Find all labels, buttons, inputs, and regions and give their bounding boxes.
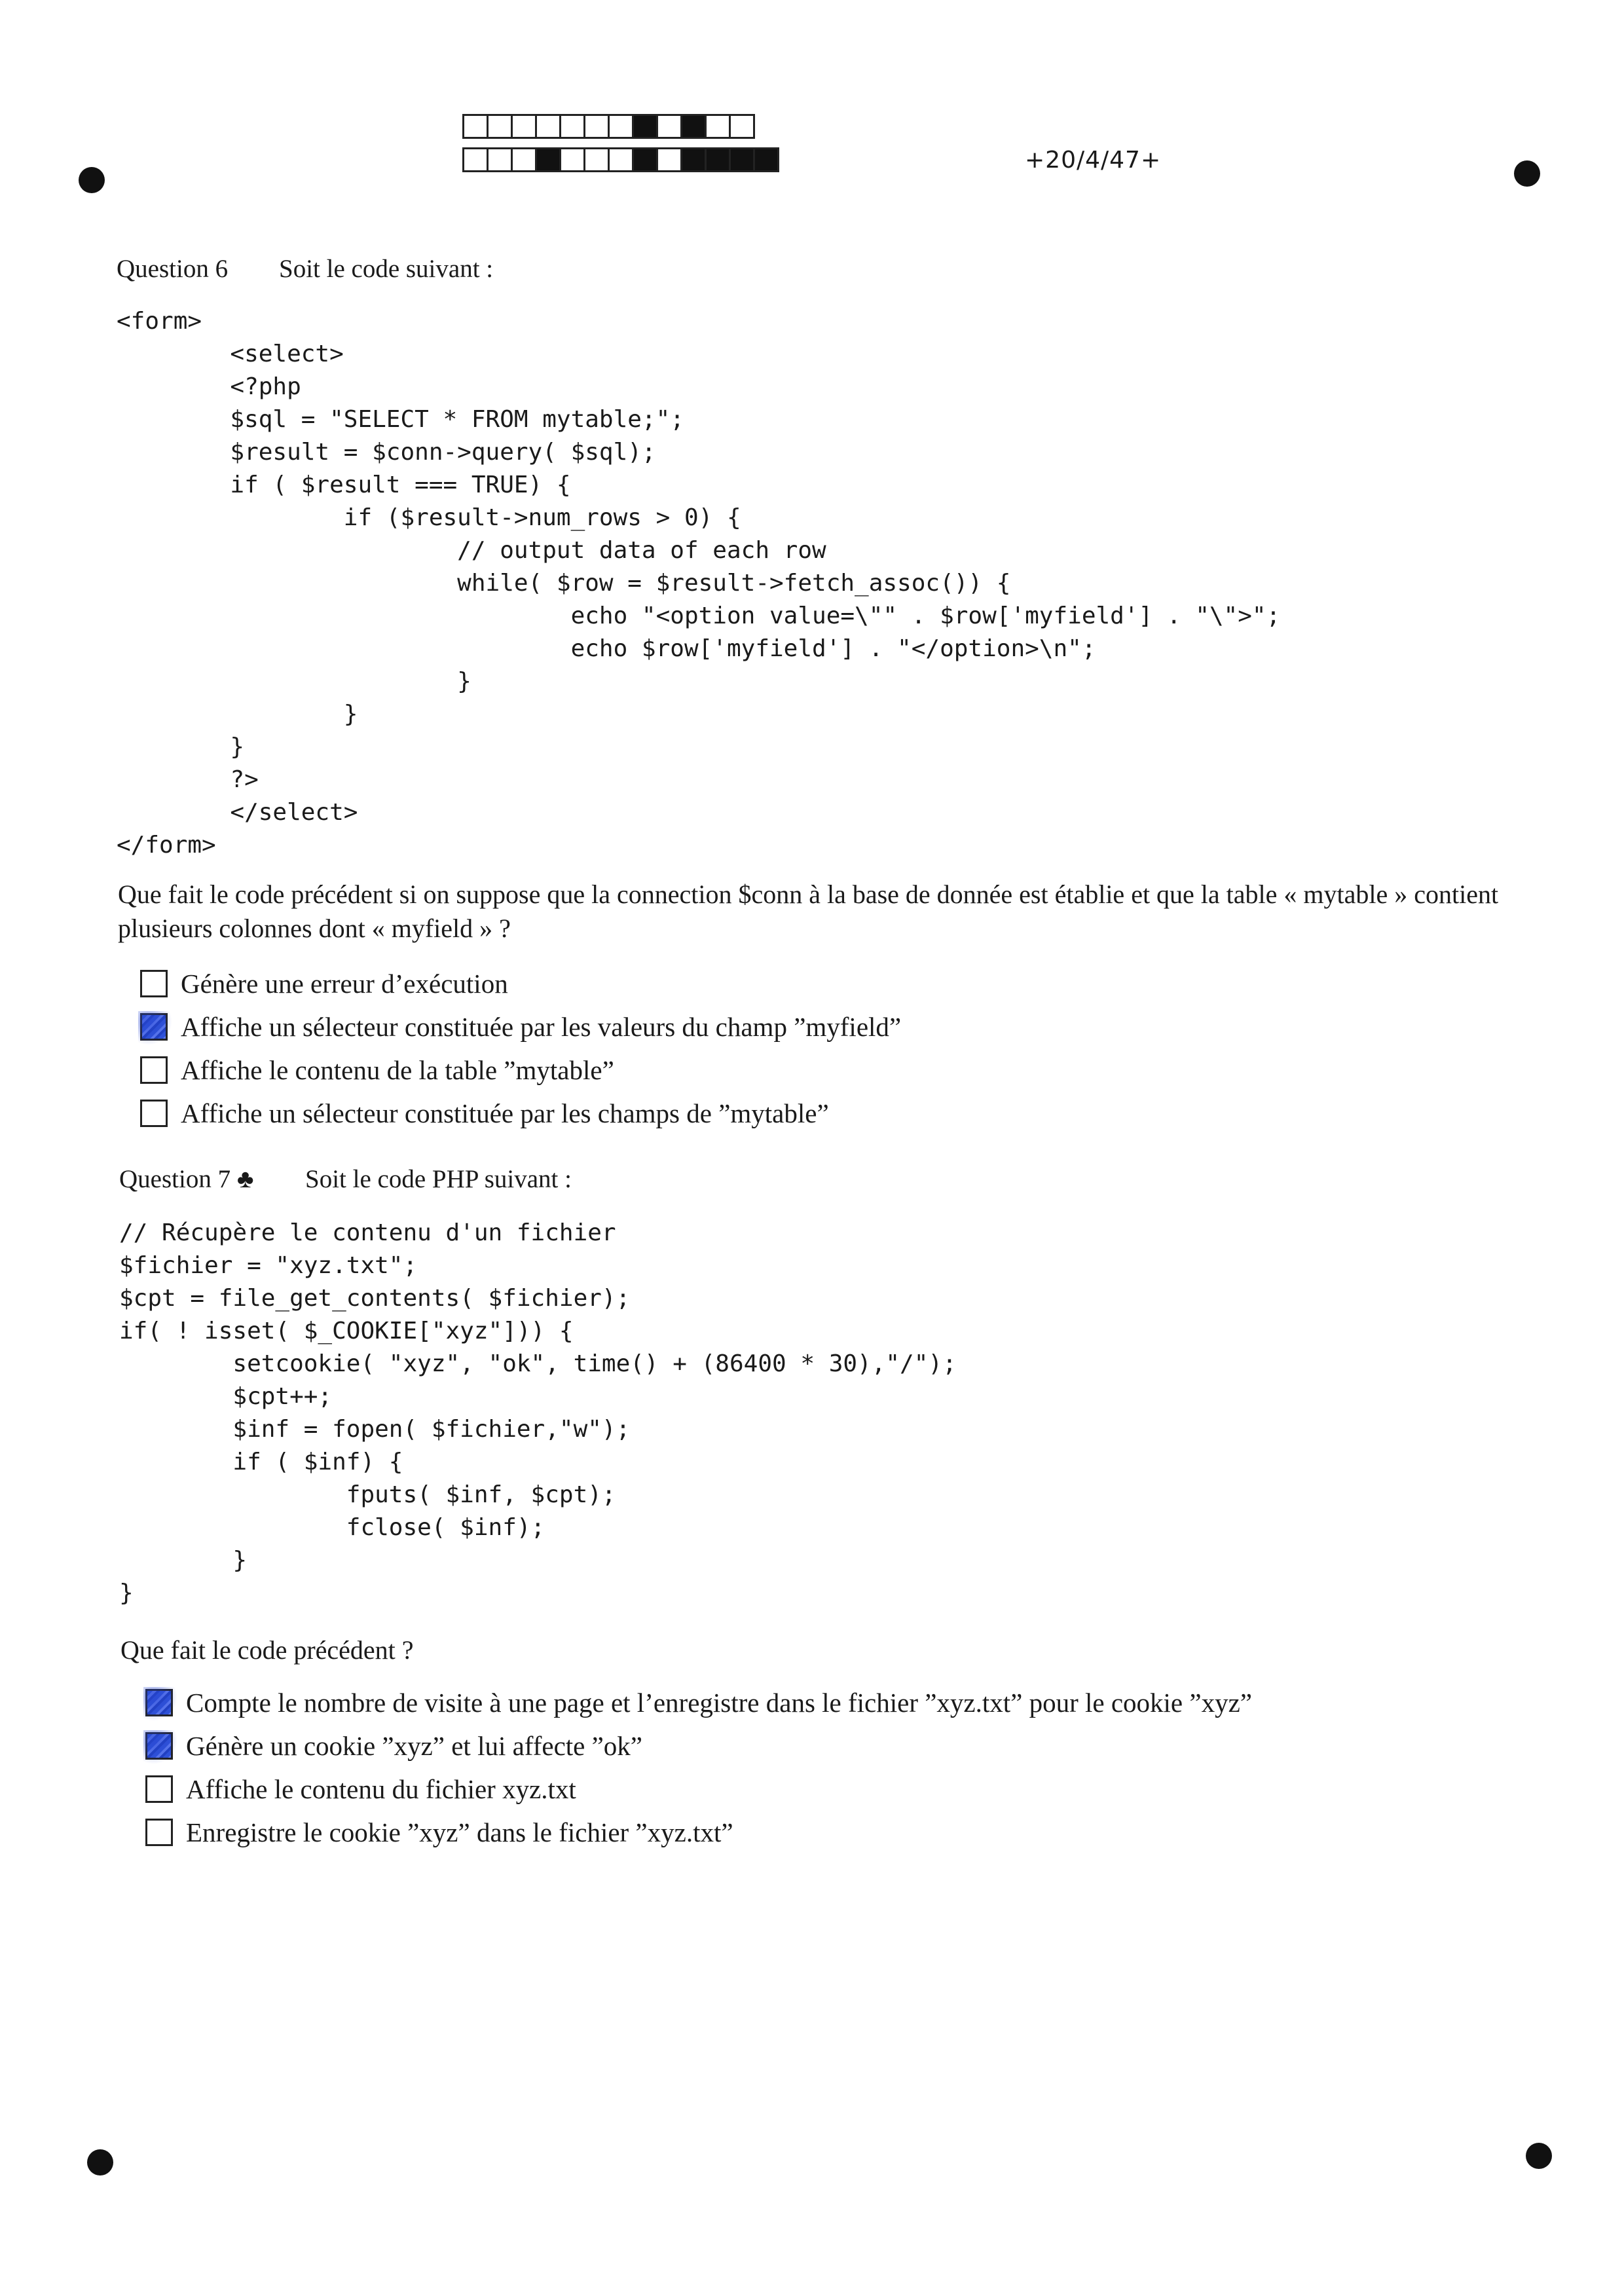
- barcode-top-cell: [583, 114, 610, 139]
- q7-option[interactable]: [145, 1730, 642, 1762]
- q7-option[interactable]: [145, 1773, 576, 1805]
- barcode-top-cell: [535, 114, 561, 139]
- barcode-top-cell: [705, 114, 731, 139]
- question-6-intro: Soit le code suivant :: [279, 255, 494, 283]
- barcode-top-cell: [656, 114, 682, 139]
- question-7-label: Question 7 ♣: [119, 1165, 254, 1193]
- barcode-top-cell: [487, 114, 513, 139]
- barcode-bottom-cell: [729, 147, 755, 172]
- q7-option[interactable]: [145, 1817, 733, 1848]
- question-7-header: [119, 1164, 572, 1194]
- checkbox-checked[interactable]: [145, 1732, 173, 1760]
- q7-option-label: Affiche le contenu du fichier xyz.txt: [186, 1774, 576, 1804]
- q6-option[interactable]: [140, 1011, 901, 1043]
- q7-option[interactable]: [145, 1687, 1252, 1718]
- barcode-bottom-cell: [583, 147, 610, 172]
- q6-option[interactable]: [140, 1098, 829, 1129]
- barcode-bottom-cell: [753, 147, 779, 172]
- q6-option-label: Affiche un sélecteur constituée par les champs de ”mytable”: [181, 1098, 829, 1128]
- question-6-code: <form> <select> <?php $sql = "SELECT * FROM mytable;"; $result = $conn->query( $sql); if ( $result === TRUE) { if ($result->num_rows > 0) { // output data of each row while( $row = $result->fetch_assoc()) { echo "<option value=\"" . $row['myfield'] . "\">"; echo $row['myfield'] . "</option>\n"; } } } ?> </select> </form>: [117, 308, 1281, 859]
- checkbox-checked[interactable]: [145, 1689, 173, 1716]
- q7-option-label: Compte le nombre de visite à une page et l’enregistre dans le fichier ”xyz.txt” pour le cookie ”xyz”: [186, 1688, 1252, 1718]
- barcode-bottom-cell: [462, 147, 489, 172]
- barcode-bottom-cell: [632, 147, 658, 172]
- barcode-bottom-row: [462, 147, 777, 172]
- q6-option-label: Affiche le contenu de la table ”mytable”: [181, 1055, 614, 1085]
- barcode-top-cell: [608, 114, 634, 139]
- checkbox-checked[interactable]: [140, 1013, 168, 1041]
- checkbox[interactable]: [140, 1100, 168, 1127]
- barcode-bottom-cell: [656, 147, 682, 172]
- barcode-bottom-cell: [680, 147, 707, 172]
- q6-option[interactable]: [140, 1054, 614, 1086]
- barcode-bottom-cell: [705, 147, 731, 172]
- barcode-top-row: [462, 114, 753, 139]
- checkbox[interactable]: [145, 1775, 173, 1803]
- barcode-bottom-cell: [559, 147, 585, 172]
- registration-mark-top-left: [79, 167, 105, 193]
- barcode-top-cell: [462, 114, 489, 139]
- q6-option[interactable]: [140, 968, 508, 999]
- q6-option-label: Affiche un sélecteur constituée par les valeurs du champ ”myfield”: [181, 1012, 902, 1042]
- question-7-intro: Soit le code PHP suivant :: [305, 1165, 572, 1193]
- barcode-bottom-cell: [608, 147, 634, 172]
- checkbox[interactable]: [140, 970, 168, 997]
- question-6-text: Que fait le code précédent si on suppose que la connection $conn à la base de donnée est établie et que la table « mytable » contient plusieurs colonnes dont « myfield » ?: [118, 880, 1499, 943]
- question-6-label: Question 6: [117, 255, 229, 283]
- question-7-code: // Récupère le contenu d'un fichier $fichier = "xyz.txt"; $cpt = file_get_contents( $fichier); if( ! isset( $_COOKIE["xyz"])) { setcookie( "xyz", "ok", time() + (86400 * 30),"/"); $cpt++; $inf = fopen( $fichier,"w"); if ( $inf) { fputs( $inf, $cpt); fclose( $inf); } }: [119, 1219, 957, 1606]
- barcode-top-cell: [511, 114, 537, 139]
- q7-option-label: Génère un cookie ”xyz” et lui affecte ”ok”: [186, 1731, 642, 1761]
- page-code: +20/4/47+: [1025, 147, 1162, 174]
- barcode-top-cell: [680, 114, 707, 139]
- q6-option-label: Génère une erreur d’exécution: [181, 969, 508, 999]
- barcode-bottom-cell: [511, 147, 537, 172]
- question-7-text: Que fait le code précédent ?: [120, 1635, 414, 1665]
- barcode-bottom-cell: [535, 147, 561, 172]
- registration-mark-bottom-right: [1526, 2143, 1552, 2169]
- barcode-top-cell: [632, 114, 658, 139]
- barcode-bottom-cell: [487, 147, 513, 172]
- q7-option-label: Enregistre le cookie ”xyz” dans le fichier ”xyz.txt”: [186, 1817, 733, 1847]
- question-6-header: [117, 254, 494, 284]
- barcode-top-cell: [729, 114, 755, 139]
- checkbox[interactable]: [145, 1819, 173, 1846]
- barcode-top-cell: [559, 114, 585, 139]
- checkbox[interactable]: [140, 1056, 168, 1084]
- registration-mark-top-right: [1514, 160, 1540, 187]
- registration-mark-bottom-left: [87, 2149, 113, 2176]
